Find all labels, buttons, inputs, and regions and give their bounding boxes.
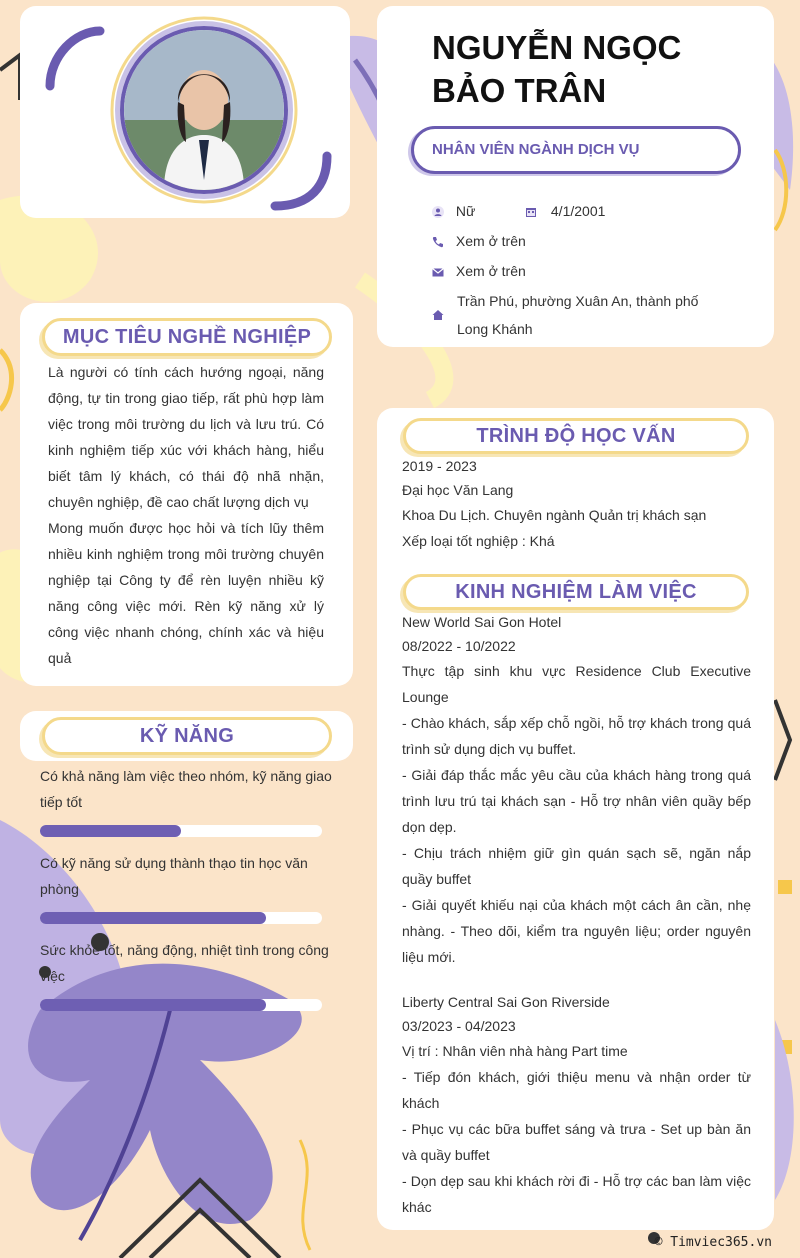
education-grade: Xếp loại tốt nghiệp : Khá (402, 533, 555, 549)
skill-label: Có kỹ năng sử dụng thành thạo tin học văn phòng (40, 855, 308, 897)
profile-card (377, 6, 774, 347)
job-duty: - Giải đáp thắc mắc yêu cầu của khách hàng trong quá trình lưu trú tại khách sạn - Hỗ trợ nhân viên quầy bếp dọn dẹp. (402, 767, 751, 835)
experience-heading: KINH NGHIỆM LÀM VIỆC (403, 574, 749, 610)
job-period: 03/2023 - 04/2023 (402, 1018, 516, 1034)
objective-card (20, 303, 353, 686)
skill-bar (40, 999, 322, 1011)
education-school: Đại học Văn Lang (402, 482, 514, 498)
job-company: New World Sai Gon Hotel (402, 614, 562, 630)
education-period: 2019 - 2023 (402, 458, 477, 474)
person-icon (432, 206, 444, 218)
skill-bar-fill (40, 825, 181, 837)
job-duty: - Chào khách, sắp xếp chỗ ngồi, hỗ trợ khách trong quá trình sử dụng dịch vụ buffet. (402, 715, 751, 757)
phone-row (432, 227, 526, 255)
skill-bar-fill (40, 912, 266, 924)
job-duty: - Tiếp đón khách, giới thiệu menu và nhận order từ khách (402, 1069, 751, 1111)
job-period: 08/2022 - 10/2022 (402, 638, 516, 654)
skill-label: Có khả năng làm việc theo nhóm, kỹ năng giao tiếp tốt (40, 768, 332, 810)
education-heading: TRÌNH ĐỘ HỌC VẤN (403, 418, 749, 454)
photo-card (20, 6, 350, 218)
address-row (432, 287, 732, 343)
calendar-icon (525, 206, 537, 218)
mail-icon (432, 266, 444, 278)
skills-header (20, 711, 353, 761)
education-major: Khoa Du Lịch. Chuyên ngành Quản trị khách sạn (402, 507, 707, 523)
home-icon (432, 309, 444, 321)
gender-value: Nữ (455, 203, 476, 219)
job-description (402, 1038, 751, 1220)
objective-heading: MỤC TIÊU NGHỀ NGHIỆP (42, 318, 332, 356)
job-duty: - Dọn dẹp sau khi khách rời đi - Hỗ trợ các ban làm việc khác (402, 1173, 751, 1215)
job-position: Vị trí : Nhân viên nhà hàng Part time (402, 1043, 628, 1059)
watermark[interactable]: © Timviec365.vn (654, 1235, 772, 1250)
objective-paragraph: Mong muốn được học hỏi và tích lũy thêm nhiều kinh nghiệm trong môi trường chuyên nghiệp tại Công ty để rèn luyện nhiều kỹ năng công việc mới. Rèn kỹ năng xử lý công việc nhanh chóng, chính xác và hiệu quả (48, 520, 324, 666)
email-value: Xem ở trên (455, 263, 526, 279)
job-position: Thực tập sinh khu vực Residence Club Executive Lounge (402, 663, 751, 705)
objective-paragraph: Là người có tính cách hướng ngoại, năng động, tự tin trong giao tiếp, rất phù hợp làm việc trong môi trường du lịch và lưu trú. Có kinh nghiệm tiếp xúc với khách hàng, hiểu biết tâm lý khách, có thái độ nhã nhặn, chuyên nghiệp, đề cao chất lượng dịch vụ (48, 364, 324, 510)
avatar (120, 26, 288, 194)
skill-label: Sức khỏe tốt, năng động, nhiệt tình trong công việc (40, 942, 329, 984)
skill-bar (40, 912, 322, 924)
objective-text (48, 359, 324, 671)
birthday-value: 4/1/2001 (550, 203, 606, 219)
skill-bar (40, 825, 322, 837)
job-duty: - Phục vụ các bữa buffet sáng và trưa - Set up bàn ăn và quầy buffet (402, 1121, 751, 1163)
job-duty: - Chịu trách nhiệm giữ gìn quán sạch sẽ, ngăn nắp quầy buffet (402, 845, 751, 887)
address-value: Trần Phú, phường Xuân An, thành phố Long Khánh (457, 293, 699, 337)
phone-value: Xem ở trên (455, 233, 526, 249)
education-experience-card (377, 408, 774, 1230)
email-row (432, 257, 526, 285)
job-duty: - Giải quyết khiếu nại của khách một cách ân cần, nhẹ nhàng. - Theo dõi, kiểm tra nguyên liệu; order nguyên liệu mới. (402, 897, 751, 965)
skill-bar-fill (40, 999, 266, 1011)
gender-row (432, 197, 475, 225)
job-description (402, 658, 751, 970)
skills-heading: KỸ NĂNG (42, 717, 332, 755)
birthday-row (525, 197, 605, 225)
phone-icon (432, 236, 444, 248)
job-company: Liberty Central Sai Gon Riverside (402, 994, 610, 1010)
full-name: NGUYỄN NGỌC BẢO TRÂN (432, 29, 682, 109)
job-title: NHÂN VIÊN NGÀNH DỊCH VỤ (411, 126, 741, 174)
